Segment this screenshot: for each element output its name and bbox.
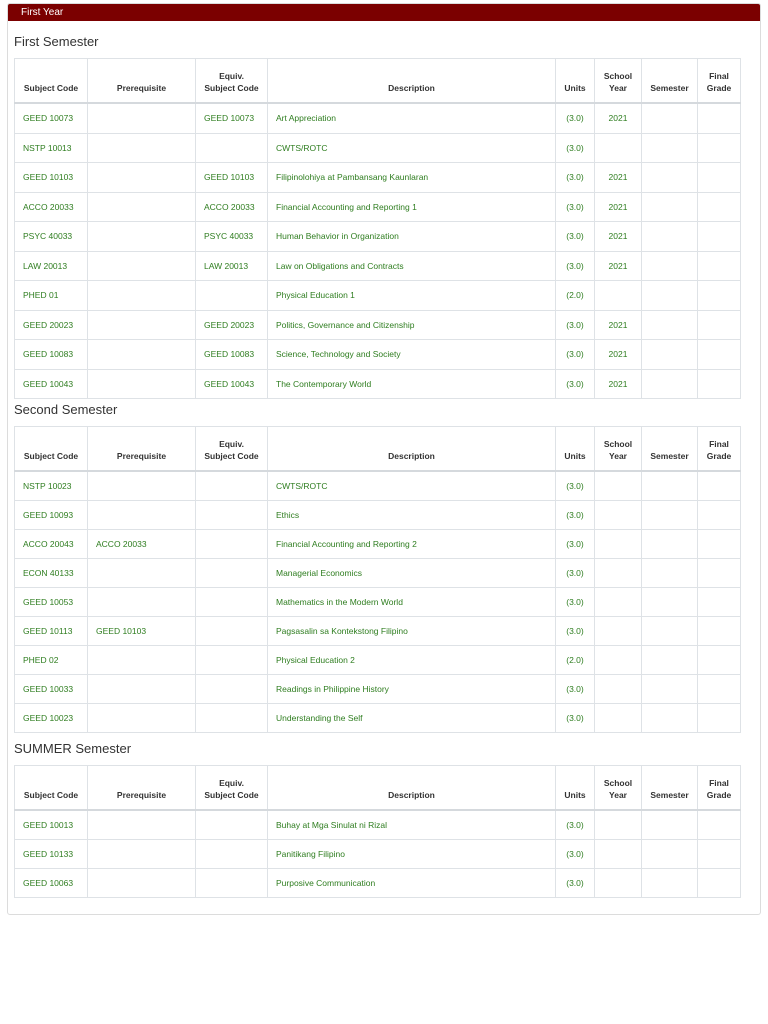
equiv-subject-code-cell: LAW 20013 <box>196 251 268 281</box>
header-subject-code-label: Subject Code <box>23 83 79 93</box>
units-cell: (3.0) <box>556 103 595 133</box>
prerequisite-cell <box>88 103 196 133</box>
final-grade-cell <box>698 163 741 193</box>
semester-cell <box>642 310 698 340</box>
header-school-year <box>595 59 642 104</box>
school-year-cell: 2021 <box>595 340 642 370</box>
final-grade-cell <box>698 646 741 675</box>
semester-cell <box>642 559 698 588</box>
units-cell: (3.0) <box>556 588 595 617</box>
equiv-subject-code-cell <box>196 530 268 559</box>
header-units-label: Units <box>564 790 586 800</box>
subject-code-cell: NSTP 10013 <box>15 133 88 163</box>
units-cell: (2.0) <box>556 646 595 675</box>
header-units <box>556 766 595 811</box>
header-school-year-label: Year <box>609 790 627 800</box>
header-semester-label: Semester <box>650 451 689 461</box>
units-cell: (3.0) <box>556 163 595 193</box>
table-row <box>15 103 741 133</box>
prerequisite-cell <box>88 646 196 675</box>
semester-cell <box>642 163 698 193</box>
final-grade-cell <box>698 369 741 399</box>
description-cell: The Contemporary World <box>268 369 556 399</box>
table-row <box>15 530 741 559</box>
units-cell: (3.0) <box>556 222 595 252</box>
semester-cell <box>642 704 698 733</box>
equiv-subject-code-cell <box>196 588 268 617</box>
header-description-label: Description <box>388 451 435 461</box>
prerequisite-cell <box>88 192 196 222</box>
equiv-subject-code-cell: GEED 20023 <box>196 310 268 340</box>
units-cell: (3.0) <box>556 133 595 163</box>
units-cell: (3.0) <box>556 471 595 501</box>
equiv-subject-code-cell <box>196 281 268 311</box>
semester-cell <box>642 869 698 898</box>
description-cell: Ethics <box>268 501 556 530</box>
table-row <box>15 646 741 675</box>
final-grade-cell <box>698 471 741 501</box>
description-cell: Panitikang Filipino <box>268 840 556 869</box>
header-prerequisite-label: Prerequisite <box>116 83 167 93</box>
final-grade-cell <box>698 501 741 530</box>
header-units-label: Units <box>564 451 586 461</box>
final-grade-cell <box>698 588 741 617</box>
prerequisite-cell <box>88 675 196 704</box>
subject-code-cell: GEED 10043 <box>15 369 88 399</box>
header-final-grade <box>698 766 741 811</box>
units-cell: (3.0) <box>556 251 595 281</box>
equiv-subject-code-cell <box>196 840 268 869</box>
prerequisite-cell: ACCO 20033 <box>88 530 196 559</box>
final-grade-cell <box>698 340 741 370</box>
subject-code-cell: GEED 10113 <box>15 617 88 646</box>
semester-cell <box>642 646 698 675</box>
header-school-year-label: School <box>603 778 633 788</box>
equiv-subject-code-cell <box>196 646 268 675</box>
description-cell: Understanding the Self <box>268 704 556 733</box>
description-cell: Mathematics in the Modern World <box>268 588 556 617</box>
table-row <box>15 869 741 898</box>
equiv-subject-code-cell <box>196 133 268 163</box>
description-cell: Physical Education 2 <box>268 646 556 675</box>
header-equiv-subject-code-label: Equiv. <box>219 71 244 81</box>
header-equiv-subject-code-label: Subject Code <box>204 451 259 461</box>
school-year-cell: 2021 <box>595 310 642 340</box>
prerequisite-cell <box>88 281 196 311</box>
prerequisite-cell <box>88 163 196 193</box>
subject-code-cell: PHED 01 <box>15 281 88 311</box>
description-cell: Buhay at Mga Sinulat ni Rizal <box>268 810 556 840</box>
header-school-year-label: School <box>603 71 633 81</box>
units-cell: (3.0) <box>556 559 595 588</box>
header-final-grade <box>698 427 741 472</box>
school-year-cell <box>595 810 642 840</box>
final-grade-cell <box>698 103 741 133</box>
semester-cell <box>642 340 698 370</box>
equiv-subject-code-cell <box>196 501 268 530</box>
subject-code-cell: GEED 10023 <box>15 704 88 733</box>
school-year-cell: 2021 <box>595 251 642 281</box>
subject-code-cell: GEED 10053 <box>15 588 88 617</box>
table-row <box>15 675 741 704</box>
semester-cell <box>642 810 698 840</box>
prerequisite-cell <box>88 840 196 869</box>
header-final-grade-label: Grade <box>706 790 732 800</box>
semester-cell <box>642 588 698 617</box>
table-row <box>15 340 741 370</box>
prerequisite-cell: GEED 10103 <box>88 617 196 646</box>
units-cell: (3.0) <box>556 869 595 898</box>
equiv-subject-code-cell: GEED 10043 <box>196 369 268 399</box>
table-row <box>15 704 741 733</box>
equiv-subject-code-cell: GEED 10083 <box>196 340 268 370</box>
table-row <box>15 559 741 588</box>
subject-code-cell: GEED 10013 <box>15 810 88 840</box>
school-year-cell <box>595 869 642 898</box>
school-year-cell <box>595 704 642 733</box>
prerequisite-cell <box>88 222 196 252</box>
subject-code-cell: LAW 20013 <box>15 251 88 281</box>
header-subject-code <box>15 766 88 811</box>
final-grade-cell <box>698 617 741 646</box>
subject-code-cell: GEED 10083 <box>15 340 88 370</box>
school-year-cell <box>595 471 642 501</box>
description-cell: Human Behavior in Organization <box>268 222 556 252</box>
header-subject-code-label: Subject Code <box>23 790 79 800</box>
equiv-subject-code-cell <box>196 675 268 704</box>
final-grade-cell <box>698 310 741 340</box>
header-units <box>556 427 595 472</box>
final-grade-cell <box>698 133 741 163</box>
semester-cell <box>642 530 698 559</box>
header-prerequisite-label: Prerequisite <box>116 790 167 800</box>
table-header-row <box>15 59 741 104</box>
prerequisite-cell <box>88 471 196 501</box>
description-cell: Financial Accounting and Reporting 2 <box>268 530 556 559</box>
description-cell: Managerial Economics <box>268 559 556 588</box>
table-row <box>15 192 741 222</box>
table-row <box>15 281 741 311</box>
school-year-cell <box>595 588 642 617</box>
units-cell: (3.0) <box>556 501 595 530</box>
table-row <box>15 810 741 840</box>
school-year-cell <box>595 646 642 675</box>
table-row <box>15 840 741 869</box>
final-grade-cell <box>698 704 741 733</box>
equiv-subject-code-cell: ACCO 20033 <box>196 192 268 222</box>
semester-title: SUMMER Semester <box>14 741 132 756</box>
school-year-cell: 2021 <box>595 163 642 193</box>
header-description <box>268 427 556 472</box>
description-cell: Politics, Governance and Citizenship <box>268 310 556 340</box>
header-equiv-subject-code <box>196 59 268 104</box>
header-subject-code <box>15 427 88 472</box>
prerequisite-cell <box>88 559 196 588</box>
subject-code-cell: NSTP 10023 <box>15 471 88 501</box>
description-cell: Readings in Philippine History <box>268 675 556 704</box>
header-equiv-subject-code <box>196 766 268 811</box>
header-prerequisite <box>88 59 196 104</box>
description-cell: CWTS/ROTC <box>268 471 556 501</box>
semester-cell <box>642 675 698 704</box>
semester-title: Second Semester <box>14 402 118 417</box>
header-subject-code <box>15 59 88 104</box>
school-year-cell: 2021 <box>595 192 642 222</box>
header-equiv-subject-code-label: Equiv. <box>219 778 244 788</box>
table-row <box>15 163 741 193</box>
subject-code-cell: PHED 02 <box>15 646 88 675</box>
school-year-cell <box>595 840 642 869</box>
subject-code-cell: GEED 10133 <box>15 840 88 869</box>
school-year-cell: 2021 <box>595 222 642 252</box>
school-year-cell <box>595 281 642 311</box>
table-row <box>15 251 741 281</box>
units-cell: (3.0) <box>556 617 595 646</box>
subject-code-cell: GEED 10073 <box>15 103 88 133</box>
subject-code-cell: ACCO 20043 <box>15 530 88 559</box>
final-grade-cell <box>698 192 741 222</box>
final-grade-cell <box>698 675 741 704</box>
header-school-year-label: Year <box>609 83 627 93</box>
equiv-subject-code-cell: GEED 10103 <box>196 163 268 193</box>
header-semester <box>642 427 698 472</box>
header-equiv-subject-code-label: Subject Code <box>204 790 259 800</box>
subject-code-cell: GEED 10063 <box>15 869 88 898</box>
table-row <box>15 617 741 646</box>
semester-cell <box>642 501 698 530</box>
semester-cell <box>642 103 698 133</box>
subjects-table <box>14 765 741 898</box>
subject-code-cell: GEED 10033 <box>15 675 88 704</box>
table-row <box>15 369 741 399</box>
header-school-year <box>595 427 642 472</box>
header-units-label: Units <box>564 83 586 93</box>
units-cell: (3.0) <box>556 340 595 370</box>
header-final-grade-label: Final <box>709 439 729 449</box>
school-year-cell: 2021 <box>595 369 642 399</box>
table-row <box>15 310 741 340</box>
description-cell: Art Appreciation <box>268 103 556 133</box>
subject-code-cell: PSYC 40033 <box>15 222 88 252</box>
school-year-cell <box>595 675 642 704</box>
header-final-grade-label: Final <box>709 71 729 81</box>
units-cell: (3.0) <box>556 192 595 222</box>
final-grade-cell <box>698 251 741 281</box>
table-row <box>15 133 741 163</box>
header-semester <box>642 59 698 104</box>
units-cell: (3.0) <box>556 675 595 704</box>
description-cell: Financial Accounting and Reporting 1 <box>268 192 556 222</box>
prerequisite-cell <box>88 340 196 370</box>
description-cell: Science, Technology and Society <box>268 340 556 370</box>
final-grade-cell <box>698 559 741 588</box>
header-school-year-label: School <box>603 439 633 449</box>
semester-cell <box>642 617 698 646</box>
school-year-cell <box>595 530 642 559</box>
semester-cell <box>642 251 698 281</box>
school-year-cell: 2021 <box>595 103 642 133</box>
units-cell: (3.0) <box>556 840 595 869</box>
prerequisite-cell <box>88 369 196 399</box>
equiv-subject-code-cell: GEED 10073 <box>196 103 268 133</box>
table-header-row <box>15 766 741 811</box>
final-grade-cell <box>698 530 741 559</box>
header-equiv-subject-code <box>196 427 268 472</box>
prerequisite-cell <box>88 133 196 163</box>
header-prerequisite <box>88 766 196 811</box>
units-cell: (3.0) <box>556 810 595 840</box>
units-cell: (3.0) <box>556 704 595 733</box>
prerequisite-cell <box>88 588 196 617</box>
subjects-table <box>14 58 741 399</box>
description-cell: CWTS/ROTC <box>268 133 556 163</box>
header-final-grade-label: Grade <box>706 451 732 461</box>
final-grade-cell <box>698 222 741 252</box>
header-school-year <box>595 766 642 811</box>
prerequisite-cell <box>88 310 196 340</box>
header-prerequisite <box>88 427 196 472</box>
final-grade-cell <box>698 869 741 898</box>
header-semester-label: Semester <box>650 83 689 93</box>
units-cell: (3.0) <box>556 530 595 559</box>
semester-cell <box>642 369 698 399</box>
school-year-cell <box>595 501 642 530</box>
subject-code-cell: ECON 40133 <box>15 559 88 588</box>
description-cell: Pagsasalin sa Kontekstong Filipino <box>268 617 556 646</box>
header-description-label: Description <box>388 790 435 800</box>
subjects-table <box>14 426 741 733</box>
equiv-subject-code-cell <box>196 617 268 646</box>
units-cell: (2.0) <box>556 281 595 311</box>
subject-code-cell: GEED 10103 <box>15 163 88 193</box>
table-row <box>15 471 741 501</box>
header-final-grade-label: Grade <box>706 83 732 93</box>
subject-code-cell: GEED 20023 <box>15 310 88 340</box>
header-subject-code-label: Subject Code <box>23 451 79 461</box>
equiv-subject-code-cell <box>196 869 268 898</box>
equiv-subject-code-cell <box>196 810 268 840</box>
units-cell: (3.0) <box>556 369 595 399</box>
header-final-grade-label: Final <box>709 778 729 788</box>
header-equiv-subject-code-label: Subject Code <box>204 83 259 93</box>
equiv-subject-code-cell: PSYC 40033 <box>196 222 268 252</box>
header-description-label: Description <box>388 83 435 93</box>
prerequisite-cell <box>88 251 196 281</box>
header-description <box>268 766 556 811</box>
equiv-subject-code-cell <box>196 471 268 501</box>
units-cell: (3.0) <box>556 310 595 340</box>
semester-cell <box>642 840 698 869</box>
table-row <box>15 588 741 617</box>
school-year-cell <box>595 133 642 163</box>
final-grade-cell <box>698 840 741 869</box>
equiv-subject-code-cell <box>196 704 268 733</box>
semester-cell <box>642 192 698 222</box>
table-header-row <box>15 427 741 472</box>
description-cell: Filipinolohiya at Pambansang Kaunlaran <box>268 163 556 193</box>
equiv-subject-code-cell <box>196 559 268 588</box>
semester-cell <box>642 471 698 501</box>
school-year-cell <box>595 559 642 588</box>
table-row <box>15 501 741 530</box>
semester-cell <box>642 281 698 311</box>
description-cell: Purposive Communication <box>268 869 556 898</box>
prerequisite-cell <box>88 869 196 898</box>
header-prerequisite-label: Prerequisite <box>116 451 167 461</box>
prerequisite-cell <box>88 501 196 530</box>
header-school-year-label: Year <box>609 451 627 461</box>
semester-title: First Semester <box>14 34 99 49</box>
header-description <box>268 59 556 104</box>
panel-title: First Year <box>8 4 760 21</box>
prerequisite-cell <box>88 810 196 840</box>
header-semester <box>642 766 698 811</box>
final-grade-cell <box>698 810 741 840</box>
prerequisite-cell <box>88 704 196 733</box>
header-equiv-subject-code-label: Equiv. <box>219 439 244 449</box>
subject-code-cell: GEED 10093 <box>15 501 88 530</box>
header-units <box>556 59 595 104</box>
school-year-cell <box>595 617 642 646</box>
table-row <box>15 222 741 252</box>
semester-cell <box>642 133 698 163</box>
header-final-grade <box>698 59 741 104</box>
final-grade-cell <box>698 281 741 311</box>
header-semester-label: Semester <box>650 790 689 800</box>
subject-code-cell: ACCO 20033 <box>15 192 88 222</box>
description-cell: Physical Education 1 <box>268 281 556 311</box>
semester-cell <box>642 222 698 252</box>
description-cell: Law on Obligations and Contracts <box>268 251 556 281</box>
